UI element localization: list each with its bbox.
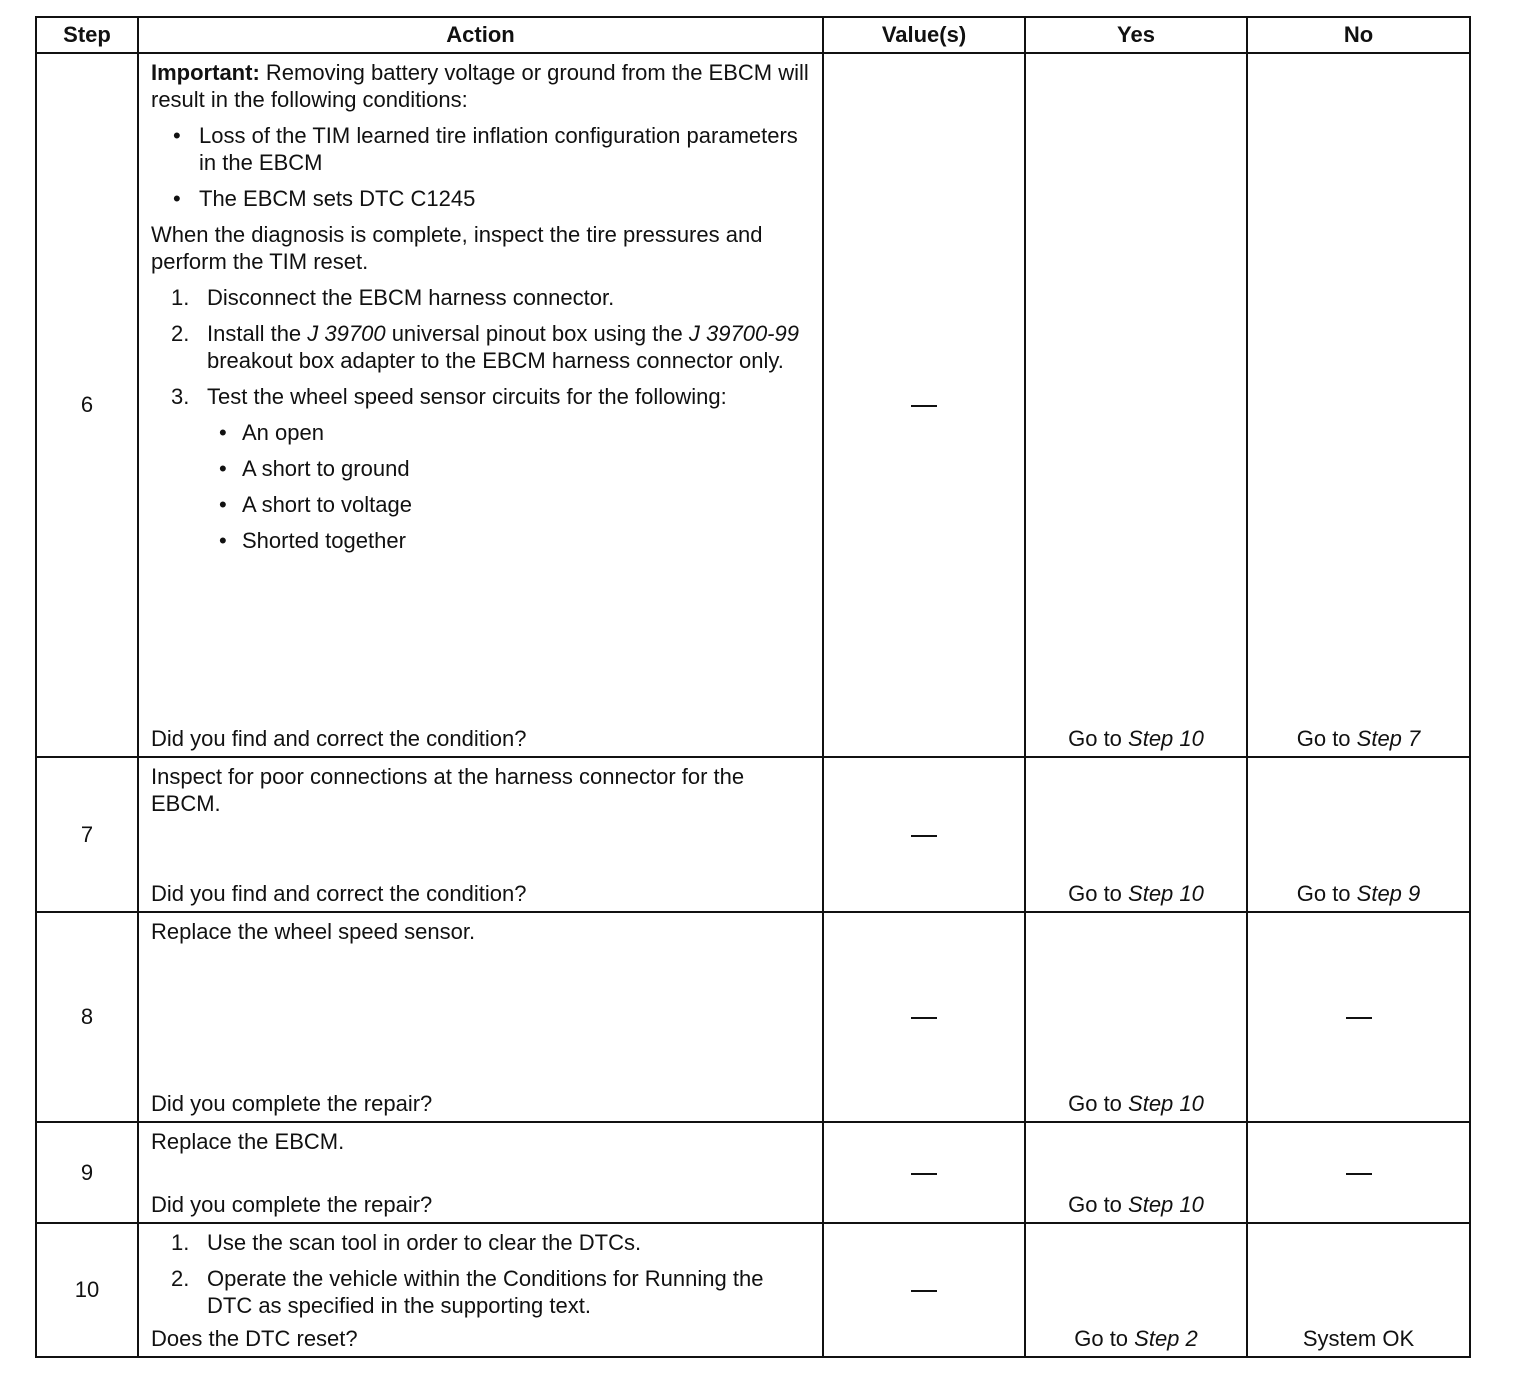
list-item: • The EBCM sets DTC C1245 bbox=[151, 185, 810, 212]
list-item: • A short to ground bbox=[207, 455, 810, 482]
procedure-step bbox=[151, 284, 810, 311]
action-cell bbox=[138, 912, 823, 1122]
header-action: Action bbox=[138, 17, 823, 53]
procedure-step bbox=[151, 383, 810, 554]
no-cell bbox=[1247, 757, 1470, 912]
step-number: 8 bbox=[36, 912, 138, 1122]
diagnostic-table bbox=[35, 16, 1471, 1358]
no-cell: System OK bbox=[1247, 1223, 1470, 1357]
goto-step-link[interactable]: Step 10 bbox=[1128, 881, 1204, 906]
list-item: • A short to voltage bbox=[207, 491, 810, 518]
step-index: 2. bbox=[171, 321, 190, 346]
step-text: Install the bbox=[207, 321, 308, 346]
question: Does the DTC reset? bbox=[151, 1326, 358, 1351]
tool-reference: J 39700-99 bbox=[688, 321, 799, 346]
value-cell bbox=[823, 757, 1025, 912]
conditions-list bbox=[151, 122, 810, 212]
procedure-list bbox=[151, 284, 810, 554]
goto-prefix: Go to bbox=[1074, 1326, 1135, 1351]
yes-cell bbox=[1025, 757, 1247, 912]
step-text: Disconnect the EBCM harness connector. bbox=[207, 285, 615, 310]
step-text: breakout box adapter to the EBCM harness connector only. bbox=[207, 348, 784, 373]
value-dash bbox=[1346, 1017, 1372, 1019]
action-cell bbox=[138, 1122, 823, 1223]
yes-cell bbox=[1025, 53, 1247, 757]
goto-step-link[interactable]: Step 2 bbox=[1134, 1326, 1198, 1351]
value-cell bbox=[823, 1223, 1025, 1357]
goto-prefix: Go to bbox=[1068, 1091, 1129, 1116]
goto-step-link[interactable]: Step 10 bbox=[1128, 1091, 1204, 1116]
list-item: • Loss of the TIM learned tire inflation configuration parameters in the EBCM bbox=[151, 122, 810, 176]
action-text: Replace the wheel speed sensor. bbox=[151, 919, 476, 944]
value-dash bbox=[911, 405, 937, 407]
goto-step-link[interactable]: Step 9 bbox=[1356, 881, 1421, 906]
tool-reference: J 39700 bbox=[307, 321, 386, 346]
step-number: 9 bbox=[36, 1122, 138, 1223]
goto-prefix: Go to bbox=[1068, 881, 1129, 906]
step-index: 3. bbox=[171, 384, 190, 409]
question: Did you complete the repair? bbox=[151, 1091, 433, 1116]
step-text: universal pinout box using the bbox=[385, 321, 689, 346]
value-cell bbox=[823, 912, 1025, 1122]
question: Did you find and correct the condition? bbox=[151, 726, 527, 751]
important-text: Removing battery voltage or ground from the EBCM will result in the following conditions: bbox=[151, 60, 809, 112]
action-cell bbox=[138, 1223, 823, 1357]
header-values: Value(s) bbox=[823, 17, 1025, 53]
header-yes: Yes bbox=[1025, 17, 1247, 53]
value-dash bbox=[911, 835, 937, 837]
goto-step-link[interactable]: Step 10 bbox=[1128, 726, 1204, 751]
action-text: Inspect for poor connections at the harness connector for the EBCM. bbox=[151, 764, 745, 816]
no-cell bbox=[1247, 912, 1470, 1122]
step-number: 10 bbox=[36, 1223, 138, 1357]
list-item: • An open bbox=[207, 419, 810, 446]
step-row-8 bbox=[36, 912, 1470, 1122]
yes-cell bbox=[1025, 1223, 1247, 1357]
completion-note: When the diagnosis is complete, inspect the tire pressures and perform the TIM reset. bbox=[151, 222, 763, 274]
step-index: 1. bbox=[171, 1230, 190, 1255]
action-cell bbox=[138, 757, 823, 912]
goto-prefix: Go to bbox=[1068, 1192, 1129, 1217]
test-list bbox=[207, 419, 810, 554]
procedure-step bbox=[151, 1229, 810, 1256]
value-dash bbox=[1346, 1173, 1372, 1175]
list-item: • Shorted together bbox=[207, 527, 810, 554]
header-step: Step bbox=[36, 17, 138, 53]
goto-prefix: Go to bbox=[1068, 726, 1129, 751]
question: Did you find and correct the condition? bbox=[151, 881, 527, 906]
goto-step-link[interactable]: Step 10 bbox=[1128, 1192, 1204, 1217]
yes-cell bbox=[1025, 912, 1247, 1122]
value-dash bbox=[911, 1173, 937, 1175]
no-cell bbox=[1247, 53, 1470, 757]
step-number: 6 bbox=[36, 53, 138, 757]
step-index: 2. bbox=[171, 1266, 190, 1291]
step-row-6 bbox=[36, 53, 1470, 757]
step-text: Use the scan tool in order to clear the DTCs. bbox=[207, 1230, 642, 1255]
procedure-step bbox=[151, 1265, 810, 1319]
procedure-list bbox=[151, 1229, 810, 1319]
goto-step-link[interactable]: Step 7 bbox=[1356, 726, 1421, 751]
goto-prefix: Go to bbox=[1296, 726, 1357, 751]
step-row-9 bbox=[36, 1122, 1470, 1223]
step-text: Test the wheel speed sensor circuits for the following: bbox=[207, 384, 727, 409]
step-number: 7 bbox=[36, 757, 138, 912]
action-text: Replace the EBCM. bbox=[151, 1129, 345, 1154]
no-cell bbox=[1247, 1122, 1470, 1223]
step-row-10 bbox=[36, 1223, 1470, 1357]
goto-prefix: Go to bbox=[1296, 881, 1357, 906]
value-dash bbox=[911, 1017, 937, 1019]
step-index: 1. bbox=[171, 285, 190, 310]
yes-cell bbox=[1025, 1122, 1247, 1223]
value-dash bbox=[911, 1290, 937, 1292]
header-row bbox=[36, 17, 1470, 53]
question: Did you complete the repair? bbox=[151, 1192, 433, 1217]
value-cell bbox=[823, 53, 1025, 757]
procedure-step bbox=[151, 320, 810, 374]
header-no: No bbox=[1247, 17, 1470, 53]
important-label: Important: bbox=[151, 60, 260, 85]
value-cell bbox=[823, 1122, 1025, 1223]
step-text: Operate the vehicle within the Conditions for Running the DTC as specified in the supporting text. bbox=[207, 1266, 764, 1318]
action-cell bbox=[138, 53, 823, 757]
step-row-7 bbox=[36, 757, 1470, 912]
important-note bbox=[151, 59, 810, 113]
